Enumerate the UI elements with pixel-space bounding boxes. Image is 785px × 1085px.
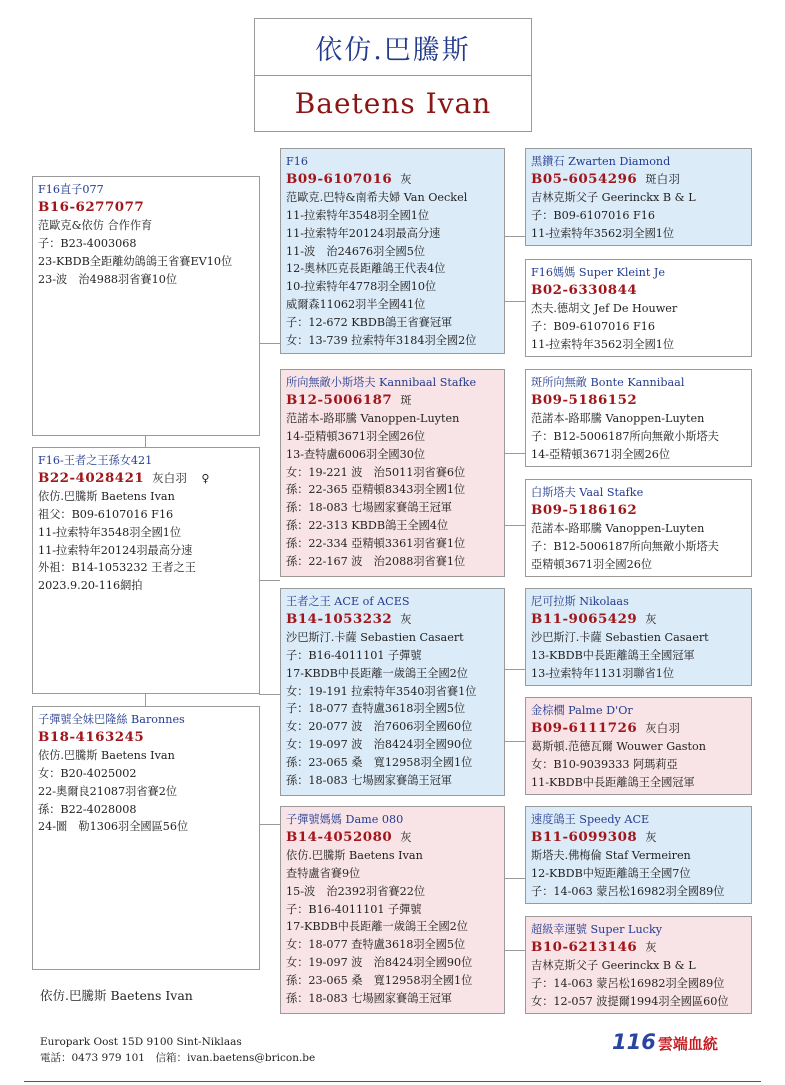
info-line: 孫：B22-4028008	[38, 802, 137, 816]
info-line: 孫：18-083 七場國家賽鴿王冠軍	[286, 992, 452, 1006]
info-line: 葛斯頓.范德瓦爾 Wouwer Gaston	[531, 739, 706, 753]
pigeon-name: 子彈號全妹巴隆絲 Baronnes	[38, 713, 185, 726]
info-line: 11-拉索特年3548羽全國1位	[286, 208, 430, 222]
info-line: 13-查特盧6006羽全國30位	[286, 447, 426, 461]
dss-box	[525, 588, 752, 686]
ring-number: B22-4028421 灰白羽 ♀	[38, 469, 210, 486]
info-line: 沙巴斯汀.卡薩 Sebastien Casaert	[531, 630, 709, 644]
info-line: 孫：23-065 桑 寬12958羽全國1位	[286, 756, 473, 770]
info-line: 12-奧林匹克長距離鴿王代表4位	[286, 262, 446, 276]
info-line: 子：14-063 蒙呂松16982羽全國89位	[531, 884, 725, 898]
info-line: 子：14-063 蒙呂松16982羽全國89位	[531, 976, 725, 990]
pigeon-name: 速度鴿王 Speedy ACE	[531, 813, 650, 826]
info-line: 孫：18-083 七場國家賽鴿王冠軍	[286, 501, 452, 515]
info-line: 15-波 治2392羽省賽22位	[286, 884, 426, 898]
connector	[505, 741, 525, 742]
ring-number: B05-6054296 斑白羽	[531, 170, 681, 187]
plumage-color: 斑	[400, 393, 412, 407]
ring-number: B18-4163245	[38, 728, 145, 745]
info-line: 女：B20-4025002	[38, 766, 137, 780]
info-line: 孫：22-365 亞精頓8343羽全國1位	[286, 483, 466, 497]
info-line: 依仿.巴騰斯 Baetens Ivan	[286, 848, 423, 862]
info-line: 14-亞精頓3671羽全國26位	[531, 447, 671, 461]
pigeon-name: F16	[286, 155, 308, 168]
info-line: 女：B10-9039333 阿瑪莉亞	[531, 757, 678, 771]
pigeon-name: 子彈號媽媽 Dame 080	[286, 813, 404, 826]
pigeon-name: 斑所向無敵 Bonte Kannibaal	[531, 376, 685, 389]
info-line: 23-KBDB全距離幼鴿鴿王省賽EV10位	[38, 254, 233, 268]
title-box	[254, 18, 532, 132]
info-line: 13-KBDB中長距離鴿王全國冠軍	[531, 648, 695, 662]
dds-box	[525, 806, 752, 904]
info-line: 17-KBDB中長距離一歲鴿王全國2位	[286, 666, 468, 680]
connector	[145, 436, 146, 447]
info-line: 孫：23-065 桑 寬12958羽全國1位	[286, 974, 473, 988]
connector	[505, 453, 525, 454]
sds-box	[525, 369, 752, 467]
info-line: 亞精頓3671羽全國26位	[531, 557, 653, 571]
plumage-color: 灰	[645, 830, 657, 844]
info-line: 祖父：B09-6107016 F16	[38, 507, 174, 521]
info-line: 查特盧省賽9位	[286, 866, 361, 880]
connector	[505, 950, 525, 951]
info-line: 女：19-191 拉索特年3540羽省賽1位	[286, 684, 477, 698]
info-line: 子：18-077 查特盧3618羽全國5位	[286, 702, 466, 716]
ring-number: B09-5186162	[531, 501, 638, 518]
connector	[259, 694, 280, 695]
info-line: 女：20-077 波 治7606羽全國60位	[286, 720, 473, 734]
dsd-box	[525, 697, 752, 795]
info-line: 依仿.巴騰斯 Baetens Ivan	[38, 748, 175, 762]
sss-box	[525, 148, 752, 246]
info-line: 2023.9.20-116網拍	[38, 579, 143, 593]
info-line: 子：B12-5006187所向無敵小斯塔夫	[531, 539, 719, 553]
ring-number: B12-5006187 斑	[286, 391, 412, 408]
info-line: 依仿.巴騰斯 Baetens Ivan	[38, 489, 175, 503]
info-line: 沙巴斯汀.卡薩 Sebastien Casaert	[286, 630, 464, 644]
pigeon-name: 黑鑽石 Zwarten Diamond	[531, 155, 671, 168]
logo-text: 雲端血統	[657, 1035, 718, 1053]
plumage-color: 灰白羽	[645, 721, 681, 735]
pigeon-name: F16媽媽 Super Kleint Je	[531, 266, 665, 279]
title-chinese: 依仿.巴騰斯	[255, 19, 531, 76]
connector	[505, 301, 525, 302]
info-line: 11-拉索特年20124羽最高分速	[286, 226, 441, 240]
info-line: 外祖：B14-1053232 王者之王	[38, 561, 196, 575]
brand-logo	[612, 1030, 718, 1054]
info-line: 子：B16-4011101 子彈號	[286, 902, 422, 916]
pigeon-name: F16-王者之王孫女421	[38, 454, 153, 467]
sdd-box	[525, 479, 752, 577]
info-line: 11-拉索特年3562羽全國1位	[531, 226, 675, 240]
info-line: 孫：18-083 七場國家賽鴿王冠軍	[286, 774, 452, 788]
pigeon-name: 王者之王 ACE of ACES	[286, 595, 410, 608]
info-line: 女：13-739 拉索特年3184羽全國2位	[286, 334, 477, 348]
info-line: 13-拉索特年1131羽聯省1位	[531, 666, 675, 680]
ring-number: B14-4052080 灰	[286, 828, 412, 845]
dam-dam-box	[280, 806, 505, 1014]
info-line: 范諾本-路耶騰 Vanoppen-Luyten	[286, 411, 460, 425]
info-line: 孫：22-334 亞精頓3361羽省賽1位	[286, 537, 466, 551]
ring-number: B02-6330844	[531, 281, 638, 298]
info-line: 孫：22-167 波 治2088羽省賽1位	[286, 555, 466, 569]
info-line: 11-拉索特年3548羽全國1位	[38, 525, 182, 539]
ring-number: B09-6107016 灰	[286, 170, 412, 187]
info-line: 11-波 治24676羽全國5位	[286, 244, 426, 258]
info-line: 12-KBDB中短距離鴿王全國7位	[531, 866, 691, 880]
info-line: 威爾森11062羽半全國41位	[286, 298, 426, 312]
info-line: 女：19-221 波 治5011羽省賽6位	[286, 465, 466, 479]
contact-block	[40, 1034, 315, 1066]
connector	[505, 878, 525, 879]
sire-dam-box	[280, 369, 505, 577]
info-line: 23-波 治4988羽省賽10位	[38, 272, 178, 286]
ssd-box	[525, 259, 752, 357]
plumage-color: 灰	[400, 612, 412, 626]
info-line: 11-KBDB中長距離鴿王全國冠軍	[531, 775, 695, 789]
address-line: Europark Oost 15D 9100 Sint-Niklaas	[40, 1036, 242, 1048]
info-line: 斯塔夫.佛梅倫 Staf Vermeiren	[531, 848, 691, 862]
plumage-color: 灰白羽	[152, 471, 188, 485]
ring-number: B16-6277077	[38, 198, 145, 215]
info-line: 子：B12-5006187所向無敵小斯塔夫	[531, 429, 719, 443]
connector	[259, 343, 280, 344]
info-line: 子：B09-6107016 F16	[531, 208, 655, 222]
pigeon-name: 金棕櫚 Palme D'Or	[531, 704, 633, 717]
info-line: 11-拉索特年20124羽最高分速	[38, 543, 193, 557]
connector	[259, 824, 280, 825]
info-line: 10-拉索特年4778羽全國10位	[286, 280, 437, 294]
ring-number: B11-6099308 灰	[531, 828, 657, 845]
sire-box	[32, 176, 260, 436]
info-line: 吉林克斯父子 Geerinckx B & L	[531, 958, 696, 972]
info-line: 范歐克.巴特&南希夫婦 Van Oeckel	[286, 190, 468, 204]
info-line: 吉林克斯父子 Geerinckx B & L	[531, 190, 696, 204]
pigeon-name: 白斯塔夫 Vaal Stafke	[531, 486, 644, 499]
connector	[505, 236, 525, 237]
logo-number: 116	[612, 1030, 656, 1054]
connector	[505, 669, 525, 670]
info-line: 杰夫.德胡文 Jef De Houwer	[531, 301, 678, 315]
dam-sire-box	[280, 588, 505, 796]
info-line: 女：19-097 波 治8424羽全國90位	[286, 738, 473, 752]
pigeon-name: 尼可拉斯 Nikolaas	[531, 595, 629, 608]
bottom-divider	[24, 1081, 761, 1082]
connector	[145, 693, 146, 706]
plumage-color: 灰	[645, 612, 657, 626]
dam-box	[32, 706, 260, 970]
ddd-box	[525, 916, 752, 1014]
info-line: 孫：22-313 KBDB鴿王全國4位	[286, 519, 449, 533]
info-line: 11-拉索特年3562羽全國1位	[531, 337, 675, 351]
sex-symbol: ♀	[201, 471, 210, 485]
info-line: 女：19-097 波 治8424羽全國90位	[286, 956, 473, 970]
info-line: 22-奧爾良21087羽省賽2位	[38, 784, 178, 798]
sire-sire-box	[280, 148, 505, 354]
info-line: 女：18-077 查特盧3618羽全國5位	[286, 938, 466, 952]
plumage-color: 灰	[645, 940, 657, 954]
info-line: 子：B09-6107016 F16	[531, 319, 655, 333]
subject-box	[32, 447, 260, 694]
info-line: 17-KBDB中長距離一歲鴿王全國2位	[286, 920, 468, 934]
info-line: 子：B23-4003068	[38, 236, 137, 250]
info-line: 范歐克&依仿 合作作育	[38, 218, 153, 232]
connector	[505, 525, 525, 526]
pigeon-name: 超級幸運號 Super Lucky	[531, 923, 663, 936]
info-line: 女：12-057 波提爾1994羽全國區60位	[531, 994, 729, 1008]
ring-number: B09-6111726 灰白羽	[531, 719, 681, 736]
ring-number: B09-5186152	[531, 391, 638, 408]
ring-number: B10-6213146 灰	[531, 938, 657, 955]
pigeon-name: F16直子077	[38, 183, 104, 196]
connector	[259, 580, 280, 581]
info-line: 24-圖 勒1306羽全國區56位	[38, 820, 189, 834]
plumage-color: 斑白羽	[645, 172, 681, 186]
breeder-name: 依仿.巴騰斯 Baetens Ivan	[40, 988, 193, 1003]
ring-number: B11-9065429 灰	[531, 610, 657, 627]
plumage-color: 灰	[400, 172, 412, 186]
plumage-color: 灰	[400, 830, 412, 844]
contact-line: 電話：0473 979 101 信箱：ivan.baetens@bricon.be	[40, 1052, 316, 1064]
info-line: 范諾本-路耶騰 Vanoppen-Luyten	[531, 411, 705, 425]
info-line: 14-亞精頓3671羽全國26位	[286, 429, 426, 443]
info-line: 范諾本-路耶騰 Vanoppen-Luyten	[531, 521, 705, 535]
ring-number: B14-1053232 灰	[286, 610, 412, 627]
title-latin: Baetens Ivan	[294, 87, 492, 120]
info-line: 子：12-672 KBDB鴿王省賽冠軍	[286, 316, 453, 330]
info-line: 子：B16-4011101 子彈號	[286, 648, 422, 662]
pigeon-name: 所向無敵小斯塔夫 Kannibaal Stafke	[286, 376, 477, 389]
